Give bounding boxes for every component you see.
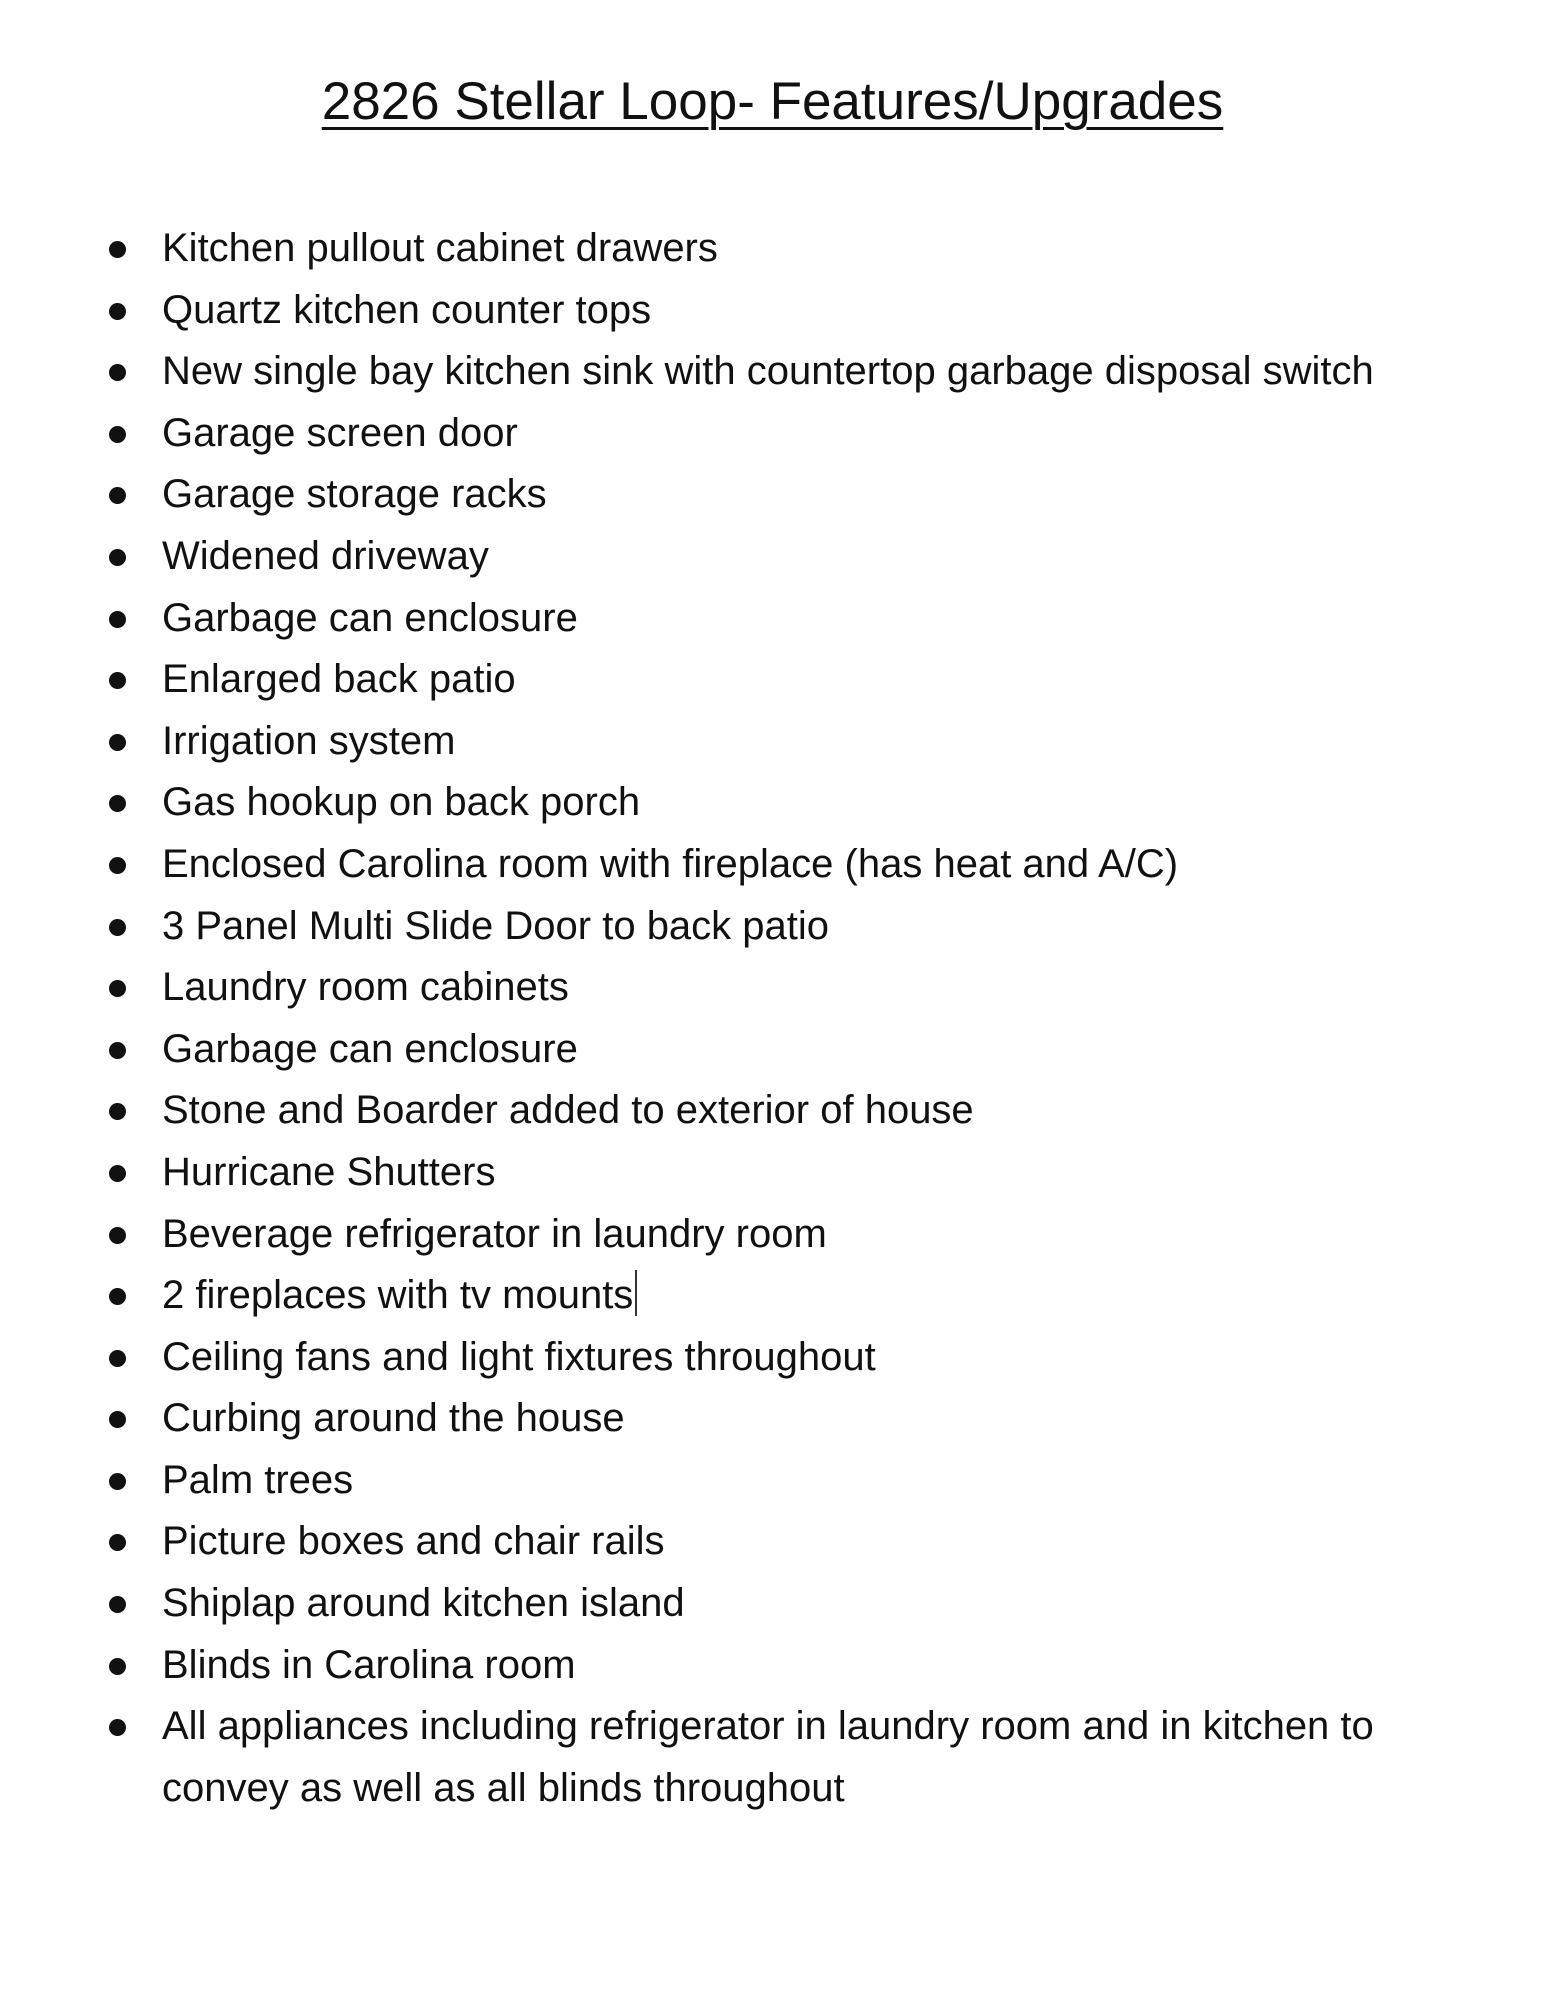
list-item (0, 1142, 1545, 1204)
list-item-text: Laundry room cabinets (162, 965, 569, 1010)
bullet-icon (109, 672, 126, 689)
text-cursor (635, 1270, 637, 1316)
list-item (0, 1265, 1545, 1327)
bullet-icon (109, 857, 126, 874)
bullet-icon (109, 549, 126, 566)
list-item (0, 218, 1545, 280)
bullet-icon (109, 1596, 126, 1613)
list-item-text: Picture boxes and chair rails (162, 1519, 665, 1564)
bullet-icon (109, 1350, 126, 1367)
list-item (0, 896, 1545, 958)
list-item (0, 1204, 1545, 1266)
list-item-text: Ceiling fans and light fixtures throughout (162, 1334, 876, 1379)
list-item (0, 1696, 1545, 1819)
list-item-text: Garage storage racks (162, 472, 547, 517)
list-item-text: Garbage can enclosure (162, 1026, 578, 1071)
feature-list (0, 218, 1545, 1819)
bullet-icon (109, 1103, 126, 1120)
list-item-text: Curbing around the house (162, 1396, 625, 1441)
list-item-text: All appliances including refrigerator in laundry room and in kitchen to convey as well as all blinds throughout (162, 1704, 1374, 1810)
bullet-icon (109, 1165, 126, 1182)
list-item (0, 1080, 1545, 1142)
list-item (0, 403, 1545, 465)
list-item (0, 1511, 1545, 1573)
list-item-text: Gas hookup on back porch (162, 780, 641, 825)
list-item (0, 280, 1545, 342)
bullet-icon (109, 919, 126, 936)
document-title-text: 2826 Stellar Loop- Features/Upgrades (321, 72, 1224, 131)
list-item-text: Enlarged back patio (162, 657, 516, 702)
list-item (0, 1327, 1545, 1389)
bullet-icon (109, 1534, 126, 1551)
list-item (0, 341, 1545, 403)
list-item-text: Palm trees (162, 1457, 354, 1502)
bullet-icon (109, 364, 126, 381)
list-item-text: Enclosed Carolina room with fireplace (has heat and A/C) (162, 841, 1179, 886)
list-item (0, 1388, 1545, 1450)
bullet-icon (109, 734, 126, 751)
bullet-icon (109, 1658, 126, 1675)
list-item (0, 588, 1545, 650)
list-item-text: Stone and Boarder added to exterior of house (162, 1088, 974, 1133)
bullet-icon (109, 1719, 126, 1736)
list-item (0, 957, 1545, 1019)
list-item-text: Blinds in Carolina room (162, 1642, 576, 1687)
bullet-icon (109, 980, 126, 997)
list-item-text: Kitchen pullout cabinet drawers (162, 226, 718, 270)
list-item (0, 834, 1545, 896)
list-item (0, 649, 1545, 711)
list-item (0, 711, 1545, 773)
list-item (0, 526, 1545, 588)
list-item (0, 1450, 1545, 1512)
list-item (0, 1573, 1545, 1635)
bullet-icon (109, 303, 126, 320)
bullet-icon (109, 487, 126, 504)
list-item (0, 464, 1545, 526)
bullet-icon (109, 1473, 126, 1490)
bullet-icon (109, 611, 126, 628)
list-item-text: Widened driveway (162, 533, 489, 578)
list-item (0, 1019, 1545, 1081)
list-item (0, 1635, 1545, 1697)
list-item-text: 2 fireplaces with tv mounts (162, 1273, 634, 1318)
list-item-text: Garbage can enclosure (162, 595, 578, 640)
document-title (0, 62, 1545, 142)
bullet-icon (109, 1042, 126, 1059)
bullet-icon (109, 1411, 126, 1428)
list-item-text: Hurricane Shutters (162, 1149, 496, 1194)
bullet-icon (109, 426, 126, 443)
list-item (0, 772, 1545, 834)
bullet-icon (109, 1227, 126, 1244)
list-item-text: Irrigation system (162, 718, 456, 763)
bullet-icon (109, 795, 126, 812)
list-item-text: New single bay kitchen sink with countertop garbage disposal switch (162, 349, 1374, 394)
list-item-text: Shiplap around kitchen island (162, 1581, 685, 1626)
list-item-text: Quartz kitchen counter tops (162, 287, 652, 332)
bullet-icon (109, 1288, 126, 1305)
list-item-text: Garage screen door (162, 410, 518, 455)
bullet-icon (109, 241, 126, 258)
list-item-text: 3 Panel Multi Slide Door to back patio (162, 903, 830, 948)
list-item-text: Beverage refrigerator in laundry room (162, 1211, 827, 1256)
